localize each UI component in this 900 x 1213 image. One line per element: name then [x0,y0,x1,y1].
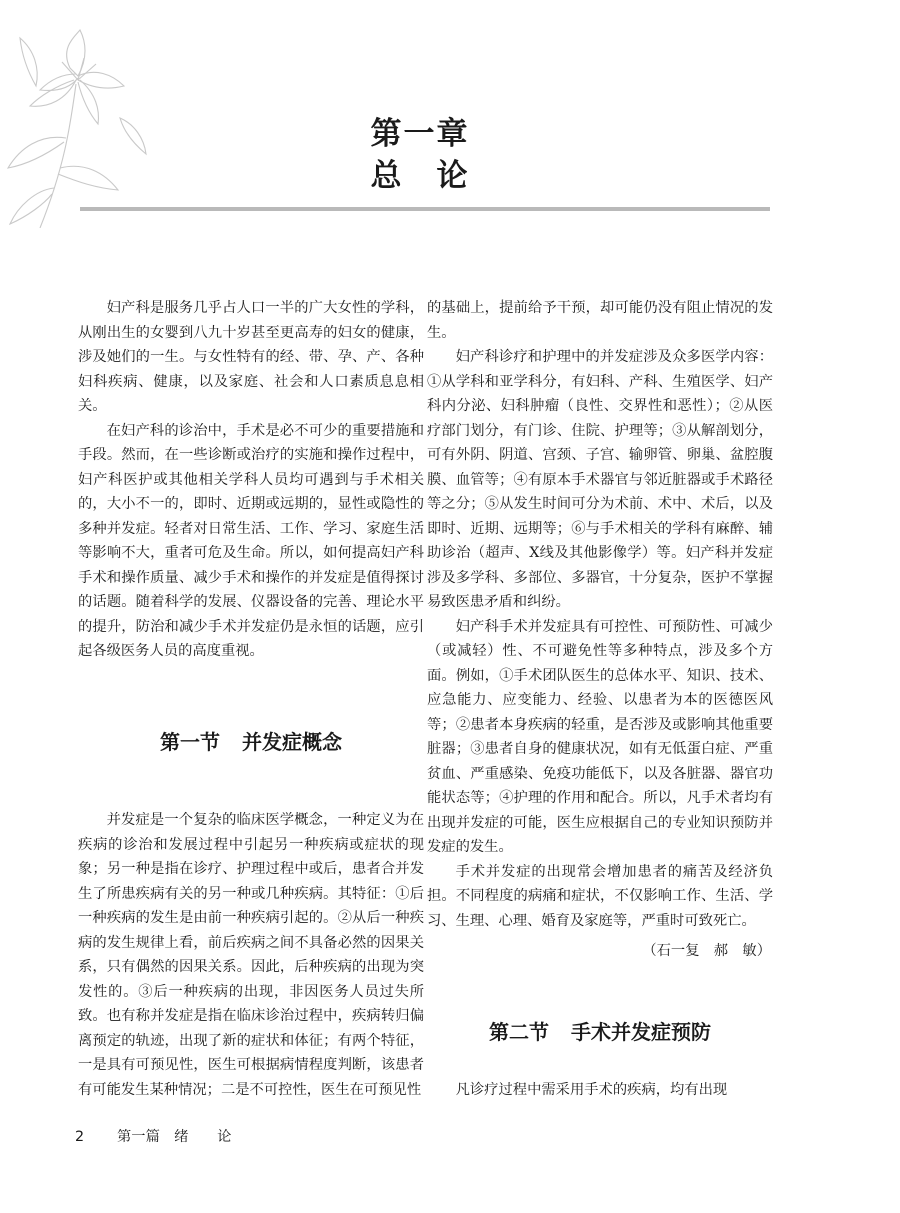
authors-line: （石一复 郝 敏） [642,943,771,959]
part-label: 第一篇 绪 论 [117,1129,232,1145]
section-1-heading [78,730,424,755]
section-2-paragraph-1: 凡诊疗过程中需采用手术的疾病，均有出现 [455,1082,728,1098]
intro-paragraph-2: 在妇产科的诊治中，手术是必不可少的重要措施和手段。然而，在一些诊断或治疗的实施和操作过程中，妇产科医护或其他相关学科人员均可遇到与手术相关的，大小不一的，即时、近期或远期的，显性或隐性的多种并发症。轻者对日常生活、工作、学习、家庭生活等影响不大，重者可危及生命。所以，如何提高妇产科手术和操作质量、减少手术和操作的并发症是值得探讨的话题。随着科学的发展、仪器设备的完善、理论水平的提升，防治和减少手术并发症仍是永恒的话题，应引起各级医务人员的高度重视。 [78,422,424,659]
right-column [427,296,773,1103]
page-footer [75,1126,231,1146]
chapter-title: 总 论 [370,158,470,194]
right-paragraph-1: 妇产科诊疗和护理中的并发症涉及众多医学内容：①从学科和亚学科分，有妇科、产科、生殖医学、妇产科内分泌、妇科肿瘤（良性、交界性和恶性）；②从医疗部门划分，有门诊、住院、护理等；③从解剖划分，可有外阴、阴道、宫颈、子宫、输卵管、卵巢、盆腔腹膜、血管等；④有原本手术器官与邻近脏器或手术路径等之分；⑤从发生时间可分为术前、术中、术后，以及即时、近期、远期等；⑥与手术相关的学科有麻醉、辅助诊治（超声、X线及其他影像学）等。妇产科并发症涉及多学科、多部位、多器官，十分复杂，医护不掌握易致医患矛盾和纠纷。 [427,349,773,610]
page-number: 2 [75,1129,85,1145]
section-2-title: 手术并发症预防 [571,1019,711,1044]
section-1-number: 第一节 [160,729,220,754]
section-1-paragraph-1: 并发症是一个复杂的临床医学概念，一种定义为在疾病的诊治和发展过程中引起另一种疾病或症状的现象；另一种是指在诊疗、护理过程中或后，患者合并发生了所患疾病有关的另一种或几种疾病。其特征：①后一种疾病的发生是由前一种疾病引起的。②从后一种疾病的发生规律上看，前后疾病之间不具备必然的因果关系，只有偶然的因果关系。因此，后种疾病的出现为突发性的。③后一种疾病的出现，非因医务人员过失所致。也有称并发症是指在临床诊治过程中，疾病转归偏离预定的轨迹，出现了新的症状和体征；有两个特征，一是具有可预见性，医生可根据病情程度判断，该患者有可能发生某种情况；二是不可控性，医生在可预见性 [78,812,424,1098]
chapter-number: 第一章 [370,116,470,152]
continuation-paragraph: 的基础上，提前给予干预，却可能仍没有阻止情况的发生。 [427,300,773,341]
left-column [78,296,424,1102]
section-2-number: 第二节 [489,1019,549,1044]
section-2-heading [427,1020,773,1045]
right-paragraph-2: 妇产科手术并发症具有可控性、可预防性、可减少（或减轻）性、不可避免性等多种特点，涉及多个方面。例如，①手术团队医生的总体水平、知识、技术、应急能力、应变能力、经验、以患者为本的医德医风等；②患者本身疾病的轻重，是否涉及或影响其他重要脏器；③患者自身的健康状况，如有无低蛋白症、严重贫血、严重感染、免疫功能低下，以及各脏器、器官功能状态等；④护理的作用和配合。所以，凡手术者均有出现并发症的可能，医生应根据自己的专业知识预防并发症的发生。 [427,618,773,855]
right-paragraph-3: 手术并发症的出现常会增加患者的痛苦及经济负担。不同程度的病痛和症状，不仅影响工作、生活、学习、生理、心理、婚育及家庭等，严重时可致死亡。 [427,863,773,929]
intro-paragraph-1: 妇产科是服务几乎占人口一半的广大女性的学科，从刚出生的女婴到八九十岁甚至更高寿的妇女的健康，涉及她们的一生。与女性特有的经、带、孕、产、各种妇科疾病、健康，以及家庭、社会和人口素质息息相关。 [78,300,424,414]
section-1-title: 并发症概念 [242,729,342,754]
header-rule [80,207,770,211]
